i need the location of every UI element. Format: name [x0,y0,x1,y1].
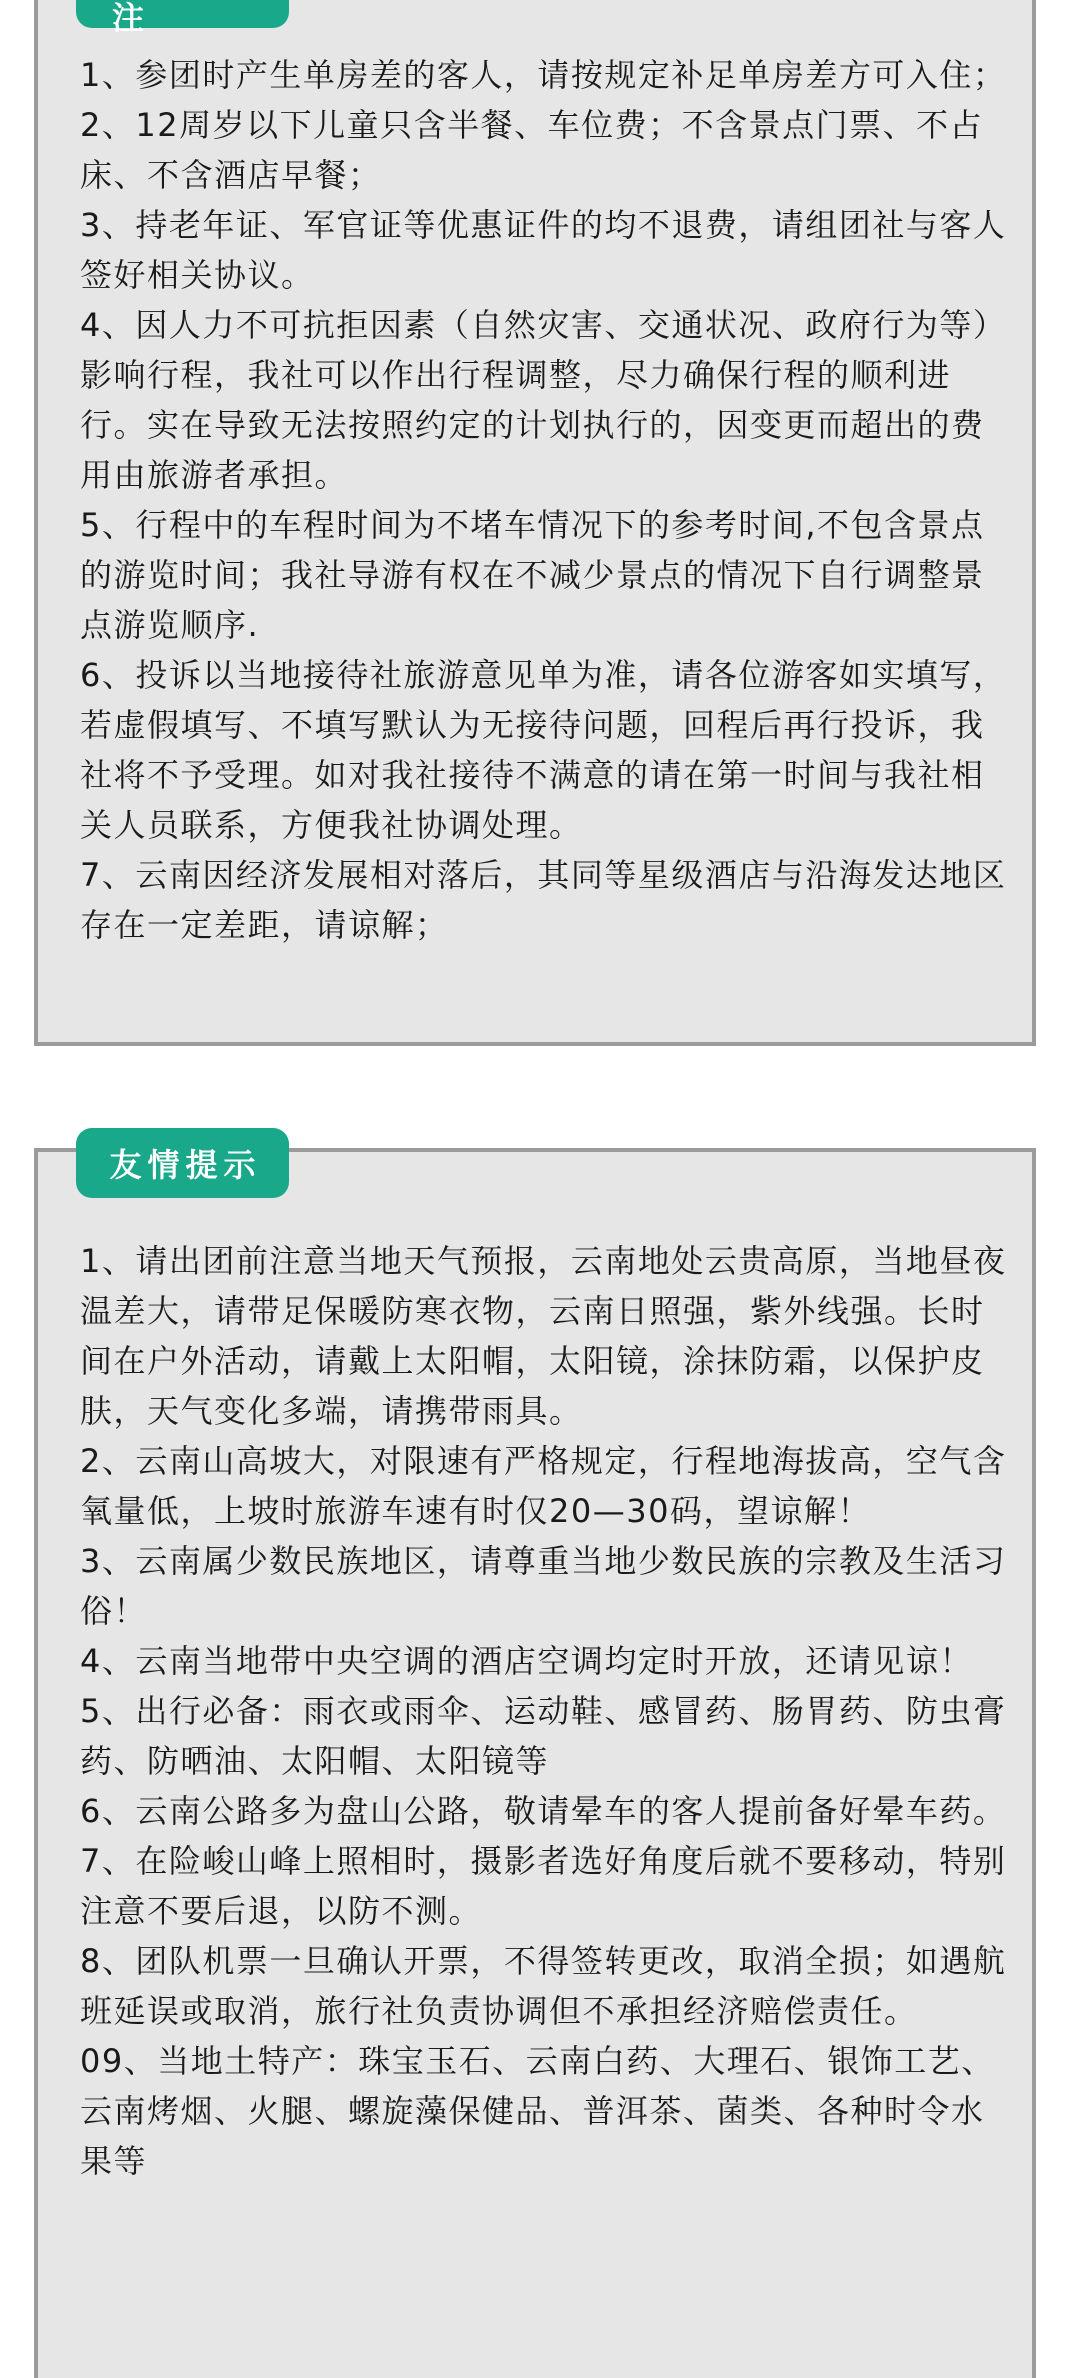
notes-item: 1、参团时产生单房差的客人，请按规定补足单房差方可入住； [80,56,1007,94]
tips-list [80,1236,1014,2186]
tips-item: 8、团队机票一旦确认开票，不得签转更改，取消全损；如遇航班延误或取消，旅行社负责协调但不承担经济赔偿责任。 [80,1942,1007,2030]
notes-panel [34,0,1036,1046]
notes-item: 6、投诉以当地接待社旅游意见单为准，请各位游客如实填写，若虚假填写、不填写默认为无接待问题，回程后再行投诉，我社将不予受理。如对我社接待不满意的请在第一时间与我社相关人员联系，方便我社协调处理。 [80,656,1007,844]
notes-item: 7、云南因经济发展相对落后，其同等星级酒店与沿海发达地区存在一定差距，请谅解； [80,856,1007,944]
notes-list [80,50,1014,950]
tips-item: 3、云南属少数民族地区，请尊重当地少数民族的宗教及生活习俗！ [80,1542,1007,1630]
tips-item: 6、云南公路多为盘山公路，敬请晕车的客人提前备好晕车药。 [80,1792,1007,1830]
notes-item: 3、持老年证、军官证等优惠证件的均不退费，请组团社与客人签好相关协议。 [80,206,1007,294]
tips-item: 7、在险峻山峰上照相时，摄影者选好角度后就不要移动，特别注意不要后退，以防不测。 [80,1842,1007,1930]
tips-item: 1、请出团前注意当地天气预报，云南地处云贵高原，当地昼夜温差大，请带足保暖防寒衣物，云南日照强，紫外线强。长时间在户外活动，请戴上太阳帽，太阳镜，涂抹防霜，以保护皮肤，天气变化多端，请携带雨具。 [80,1242,1007,1430]
tips-section-title: 友情提示 [76,1128,289,1198]
notes-item: 5、行程中的车程时间为不堵车情况下的参考时间,不包含景点的游览时间；我社导游有权在不减少景点的情况下自行调整景点游览顺序. [80,506,985,644]
notes-item: 2、12周岁以下儿童只含半餐、车位费；不含景点门票、不占床、不含酒店早餐； [80,106,984,194]
tips-panel [34,1148,1036,2378]
tips-item: 2、云南山高坡大，对限速有严格规定，行程地海拔高，空气含氧量低，上坡时旅游车速有时仅20—30码，望谅解！ [80,1442,1007,1530]
tips-item: 09、当地土特产：珠宝玉石、云南白药、大理石、银饰工艺、云南烤烟、火腿、螺旋藻保健品、普洱茶、菌类、各种时令水果等 [80,2042,995,2180]
tips-item: 5、出行必备：雨衣或雨伞、运动鞋、感冒药、肠胃药、防虫膏药、防晒油、太阳帽、太阳镜等 [80,1692,1007,1780]
tips-item: 4、云南当地带中央空调的酒店空调均定时开放，还请见谅！ [80,1642,973,1680]
notes-item: 4、因人力不可抗拒因素（自然灾害、交通状况、政府行为等）影响行程，我社可以作出行程调整，尽力确保行程的顺利进行。实在导致无法按照约定的计划执行的，因变更而超出的费用由旅游者承担。 [80,306,1007,494]
notes-section-title: 注 [76,0,289,28]
